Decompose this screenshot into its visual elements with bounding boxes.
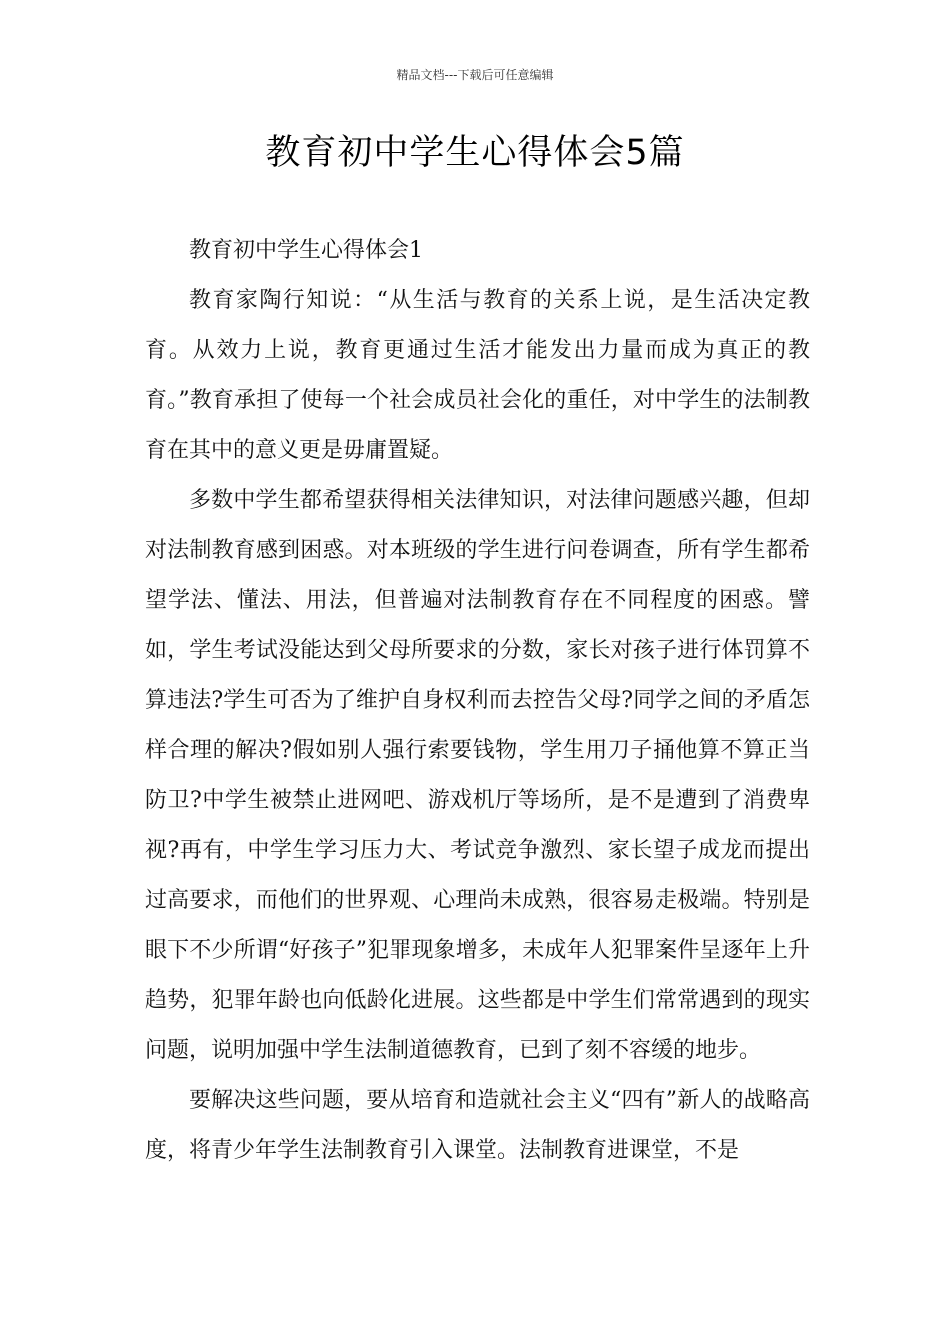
- paragraph: 教育家陶行知说：“从生活与教育的关系上说，是生活决定教育。从效力上说，教育更通过生活才能发出力量而成为真正的教育。”教育承担了使每一个社会成员社会化的重任，对中学生的法制教育在其中的意义更是毋庸置疑。: [145, 288, 810, 463]
- document-title: 教育初中学生心得体会5篇: [265, 133, 685, 173]
- paragraph: 多数中学生都希望获得相关法律知识，对法律问题感兴趣，但却对法制教育感到困惑。对本班级的学生进行问卷调查，所有学生都希望学法、懂法、用法，但普遍对法制教育存在不同程度的困惑。譬如，学生考试没能达到父母所要求的分数，家长对孩子进行体罚算不算违法?学生可否为了维护自身权利而去控告父母?同学之间的矛盾怎样合理的解决?假如别人强行索要钱物，学生用刀子捅他算不算正当防卫?中学生被禁止进网吧、游戏机厅等场所，是不是遭到了消费卑视?再有，中学生学习压力大、考试竞争激烈、家长望子成龙而提出过高要求，而他们的世界观、心理尚未成熟，很容易走极端。特别是眼下不少所谓“好孩子”犯罪现象增多，未成年人犯罪案件呈逐年上升趋势，犯罪年龄也向低龄化进展。这些都是中学生们常常遇到的现实问题，说明加强中学生法制道德教育，已到了刻不容缓的地步。: [145, 488, 810, 1063]
- section-heading: 教育初中学生心得体会1: [189, 238, 423, 263]
- document-body: [145, 226, 810, 1176]
- header-note: 精品文档---下载后可任意编辑: [396, 68, 554, 82]
- paragraph: 要解决这些问题，要从培育和造就社会主义“四有”新人的战略高度，将青少年学生法制教育引入课堂。法制教育进课堂，不是: [145, 1088, 810, 1163]
